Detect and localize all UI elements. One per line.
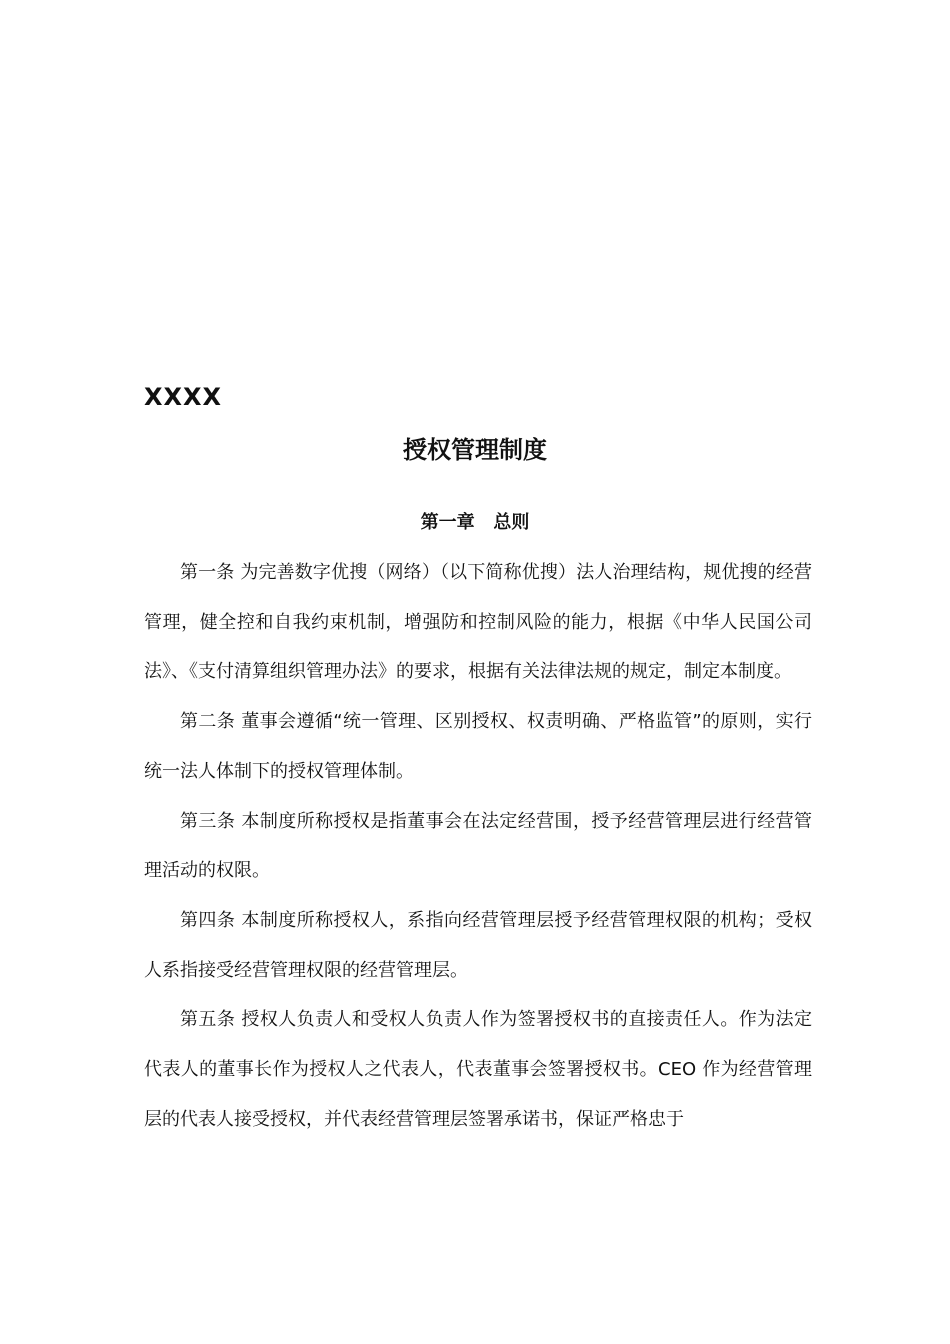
chapter-heading: 第一章 总则 xyxy=(420,512,530,533)
article-5: 第五条 授权人负责人和受权人负责人作为签署授权书的直接责任人。作为法定代表人的董事长作为授权人之代表人，代表董事会签署授权书。CEO 作为经营管理层的代表人接受授权，并代表经营管理层签署承诺书，保证严格忠于 xyxy=(144,1009,812,1130)
document-body xyxy=(144,548,812,1144)
article-3: 第三条 本制度所称授权是指董事会在法定经营围，授予经营管理层进行经营管理活动的权限。 xyxy=(144,810,812,882)
document-title: 授权管理制度 xyxy=(403,436,547,464)
organization-name: XXXX xyxy=(144,383,223,411)
article-4: 第四条 本制度所称授权人，系指向经营管理层授予经营管理权限的机构；受权人系指接受经营管理权限的经营管理层。 xyxy=(144,909,812,981)
article-1: 第一条 为完善数字优搜（网络）（以下简称优搜）法人治理结构，规优搜的经营管理，健全控和自我约束机制，增强防和控制风险的能力，根据《中华人民国公司法》、《支付清算组织管理办法》的要求，根据有关法律法规的规定，制定本制度。 xyxy=(144,562,812,683)
article-2: 第二条 董事会遵循“统一管理、区别授权、权责明确、严格监管”的原则，实行统一法人体制下的授权管理体制。 xyxy=(144,711,812,782)
